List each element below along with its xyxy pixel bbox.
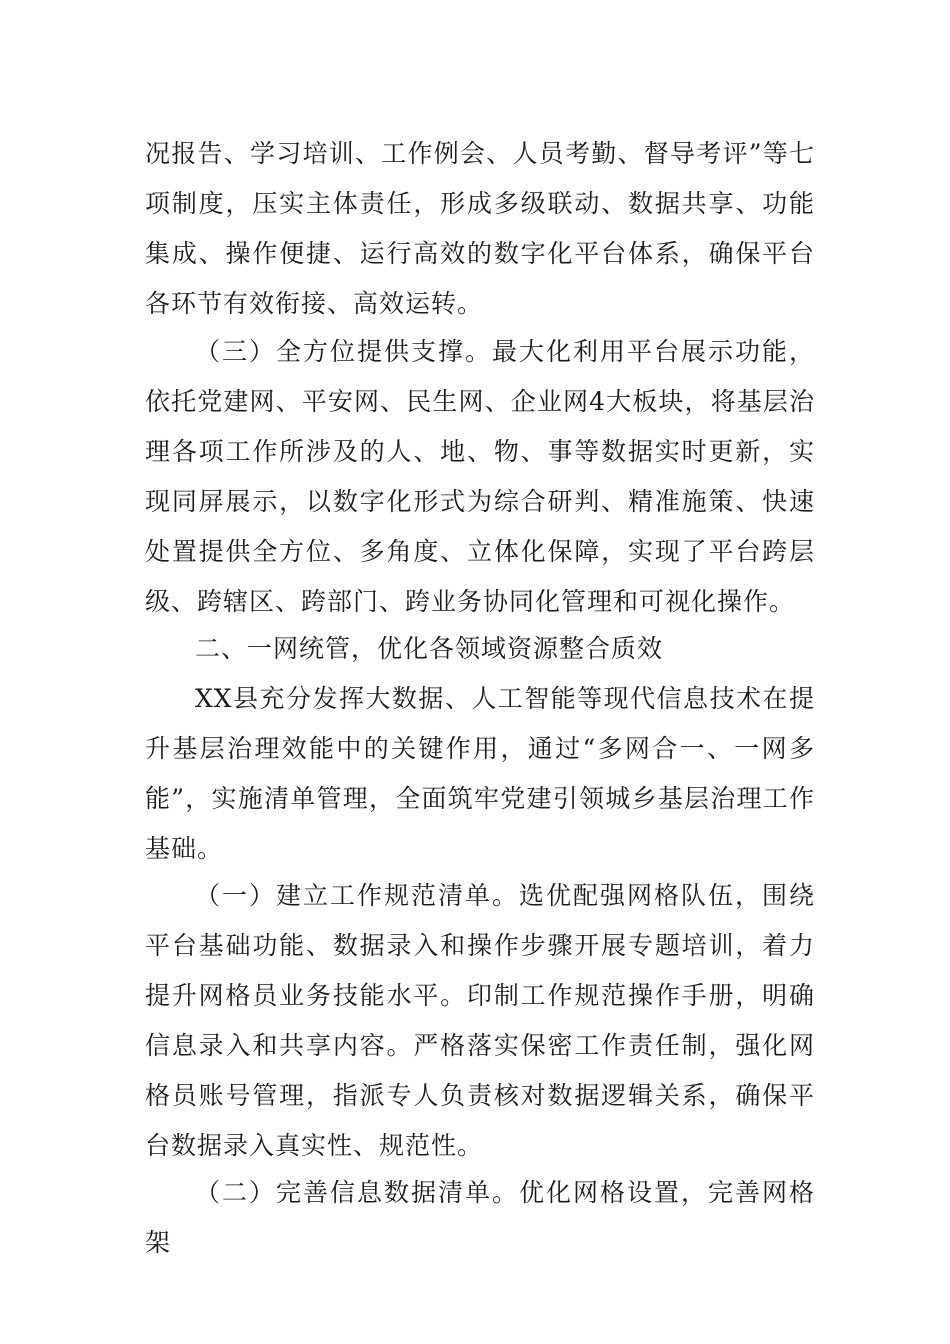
paragraph-section-three-support: （三）全方位提供支撑。最大化利用平台展示功能，依托党建网、平安网、民生网、企业网4大板块，将基层治理各项工作所涉及的人、地、物、事等数据实时更新，实现同屏展示，以数字化形式为综合研判、精准施策、快速处置提供全方位、多角度、立体化保障，实现了平台跨层级、跨辖区、跨部门、跨业务协同化管理和可视化操作。 <box>145 337 815 616</box>
paragraph-system-continuation: 况报告、学习培训、工作例会、人员考勤、督导考评”等七项制度，压实主体责任，形成多级联动、数据共享、功能集成、操作便捷、运行高效的数字化平台体系，确保平台各环节有效衔接、高效运转。 <box>145 139 815 318</box>
paragraph-section-one-work-standards: （一）建立工作规范清单。选优配强网格队伍，围绕平台基础功能、数据录入和操作步骤开展专题培训，着力提升网格员业务技能水平。印制工作规范操作手册，明确信息录入和共享内容。严格落实保密工作责任制，强化网格员账号管理，指派专人负责核对数据逻辑关系，确保平台数据录入真实性、规范性。 <box>145 881 815 1160</box>
paragraph-intro-unified-network: XX县充分发挥大数据、人工智能等现代信息技术在提升基层治理效能中的关键作用，通过“多网合一、一网多能”，实施清单管理，全面筑牢党建引领城乡基层治理工作基础。 <box>145 684 815 863</box>
section-heading-two: 二、一网统管，优化各领域资源整合质效 <box>195 634 664 663</box>
paragraph-section-two-data-list: （二）完善信息数据清单。优化网格设置，完善网格架 <box>145 1178 815 1257</box>
